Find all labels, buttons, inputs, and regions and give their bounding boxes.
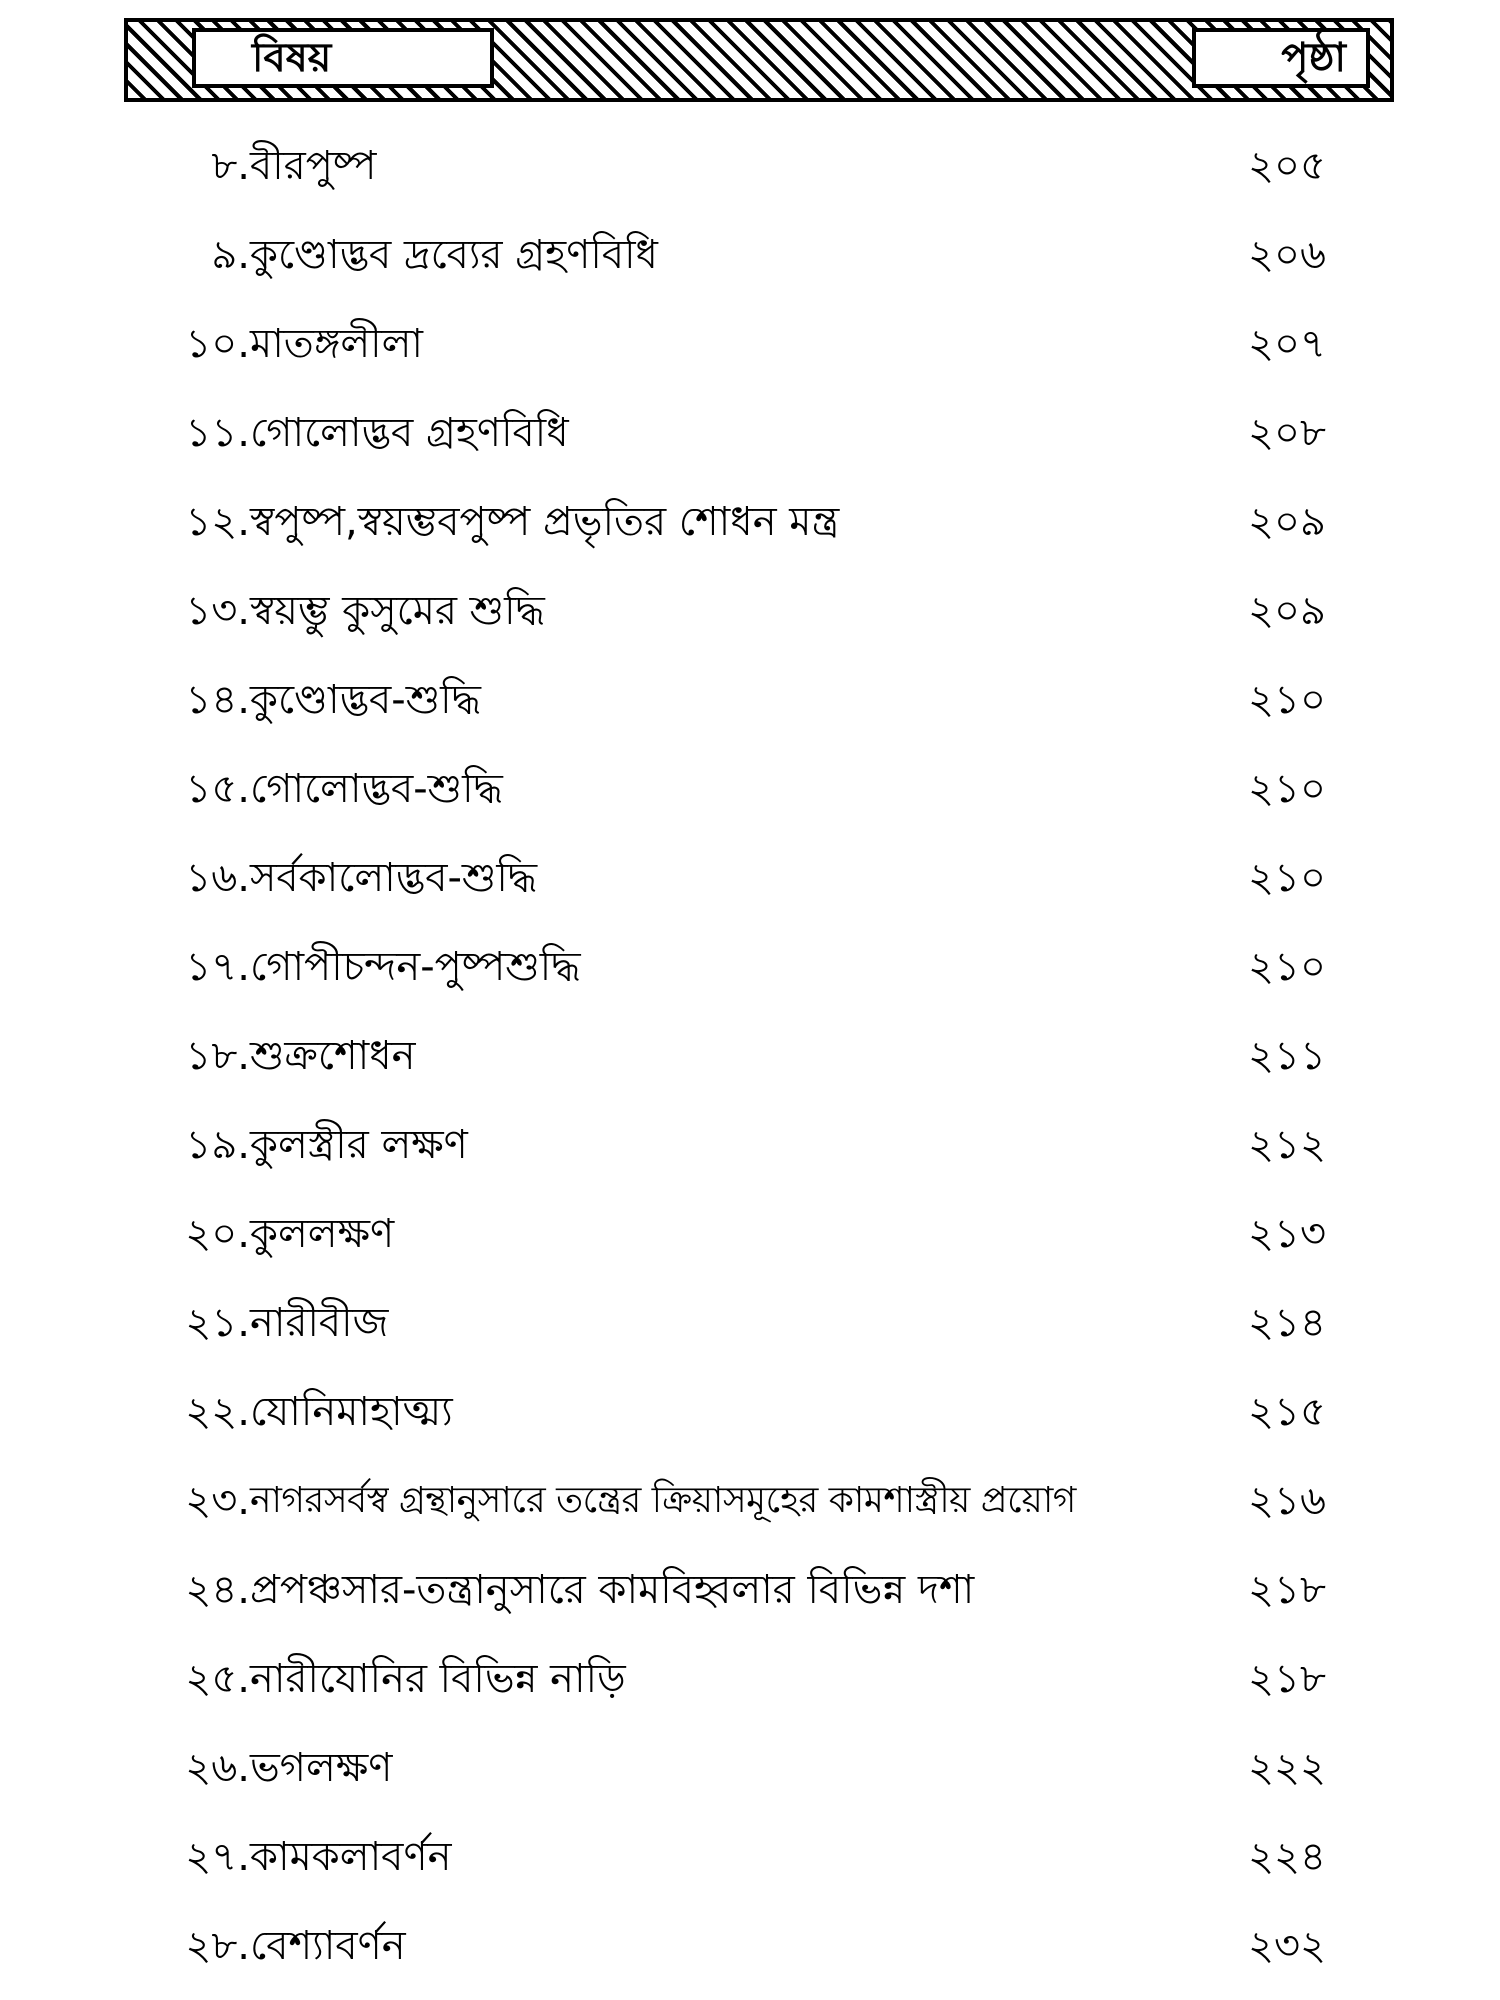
toc-row	[0, 403, 1500, 463]
toc-row	[0, 1649, 1500, 1709]
toc-row	[0, 848, 1500, 908]
entry-title: কুণ্ডোদ্ভব-শুদ্ধি	[250, 677, 481, 723]
entry-title: গোলোদ্ভব গ্রহণবিধি	[250, 410, 569, 456]
entry-title: বেশ্যাবর্ণন	[250, 1923, 406, 1969]
entry-title: নাগরসর্বস্ব গ্রন্থানুসারে তন্ত্রের ক্রিয়াসমূহের কামশাস্ত্রীয় প্রয়োগ	[250, 1480, 1076, 1521]
entry-number: ২৫.	[185, 1656, 250, 1702]
entry-title: যোনিমাহাত্ম্য	[250, 1389, 453, 1435]
toc-row	[0, 1738, 1500, 1798]
entry-page: ২১০	[1248, 855, 1326, 901]
toc-row	[0, 670, 1500, 730]
entry-number: ২১.	[185, 1300, 250, 1346]
entry-number: ২৮.	[185, 1923, 250, 1969]
entry-page: ২০৭	[1248, 321, 1327, 367]
entry-title: নারীবীজ	[250, 1300, 389, 1346]
entry-title: নারীযোনির বিভিন্ন নাড়ি	[250, 1656, 626, 1702]
toc-row	[0, 1471, 1500, 1531]
entry-page: ২০৫	[1248, 143, 1326, 189]
entry-title: কুণ্ডোদ্ভব দ্রব্যের গ্রহণবিধি	[250, 232, 658, 278]
toc-row	[0, 492, 1500, 552]
entry-number: ১৮.	[185, 1033, 250, 1079]
toc-row	[0, 581, 1500, 641]
entry-page: ২১১	[1248, 1033, 1326, 1079]
toc-row	[0, 1560, 1500, 1620]
entry-title: স্বয়ম্ভু কুসুমের শুদ্ধি	[250, 588, 545, 634]
entry-number: ১৭.	[185, 944, 250, 990]
entry-page: ২১২	[1248, 1122, 1326, 1168]
entry-page: ২১৬	[1248, 1478, 1326, 1524]
toc-row	[0, 759, 1500, 819]
entry-number: ২২.	[185, 1389, 250, 1435]
entry-page: ২১৪	[1248, 1300, 1326, 1346]
entry-title: স্বপুষ্প,স্বয়ম্ভবপুষ্প প্রভৃতির শোধন মন্ত্র	[250, 499, 840, 545]
entry-title: কামকলাবর্ণন	[250, 1834, 452, 1880]
entry-number: ২৬.	[185, 1745, 250, 1791]
toc-row	[0, 136, 1500, 196]
entry-page: ২০৮	[1248, 410, 1326, 456]
entry-page: ২০৯	[1248, 588, 1326, 634]
entry-number: ১২.	[185, 499, 250, 545]
entry-page: ২১০	[1248, 677, 1326, 723]
toc-row	[0, 1026, 1500, 1086]
entry-page: ২১০	[1248, 766, 1326, 812]
entry-title: সর্বকালোদ্ভব-শুদ্ধি	[250, 855, 538, 901]
entry-number: ৯.	[211, 232, 250, 278]
entry-number: ১৫.	[185, 766, 250, 812]
entry-title: কুলস্ত্রীর লক্ষণ	[250, 1122, 468, 1168]
entry-number: ২৭.	[185, 1834, 250, 1880]
entry-page: ২১৮	[1248, 1656, 1326, 1702]
toc-row	[0, 937, 1500, 997]
entry-page: ২০৯	[1248, 499, 1326, 545]
entry-number: ১০.	[185, 321, 250, 367]
entry-page: ২১৮	[1248, 1567, 1326, 1613]
entry-number: ২৩.	[185, 1478, 250, 1524]
entry-number: ১৩.	[185, 588, 250, 634]
entry-number: ১৪.	[185, 677, 250, 723]
entry-page: ২২২	[1248, 1745, 1327, 1791]
toc-row	[0, 1382, 1500, 1442]
entry-number: ৮.	[211, 143, 250, 189]
entry-title: গোলোদ্ভব-শুদ্ধি	[250, 766, 503, 812]
toc-row	[0, 1115, 1500, 1175]
entry-page: ২২৪	[1248, 1834, 1326, 1880]
entry-number: ২০.	[185, 1211, 250, 1257]
entry-page: ২১৩	[1248, 1211, 1326, 1257]
page-header: পৃষ্ঠা	[1192, 28, 1370, 88]
toc-header-bar	[124, 18, 1394, 102]
entry-page: ২১৫	[1248, 1389, 1326, 1435]
entry-page: ২৩২	[1248, 1923, 1327, 1969]
entry-number: ২৪.	[185, 1567, 250, 1613]
toc-row	[0, 1827, 1500, 1887]
entry-title: গোপীচন্দন-পুষ্পশুদ্ধি	[250, 944, 581, 990]
entry-title: মাতঙ্গলীলা	[250, 321, 424, 367]
entry-number: ১১.	[185, 410, 250, 456]
toc-row	[0, 1916, 1500, 1976]
entry-title: শুক্রশোধন	[250, 1033, 416, 1079]
toc-row	[0, 314, 1500, 374]
toc-row	[0, 1293, 1500, 1353]
entry-number: ১৬.	[185, 855, 250, 901]
entry-title: বীরপুষ্প	[250, 143, 377, 189]
entry-page: ২১০	[1248, 944, 1326, 990]
entry-number: ১৯.	[185, 1122, 250, 1168]
entry-title: কুললক্ষণ	[250, 1211, 395, 1257]
toc-row	[0, 225, 1500, 285]
entry-title: ভগলক্ষণ	[250, 1745, 393, 1791]
subject-header: বিষয়	[192, 28, 494, 88]
entry-page: ২০৬	[1248, 232, 1327, 278]
toc-row	[0, 1204, 1500, 1264]
entry-title: প্রপঞ্চসার-তন্ত্রানুসারে কামবিহ্বলার বিভিন্ন দশা	[250, 1567, 975, 1613]
